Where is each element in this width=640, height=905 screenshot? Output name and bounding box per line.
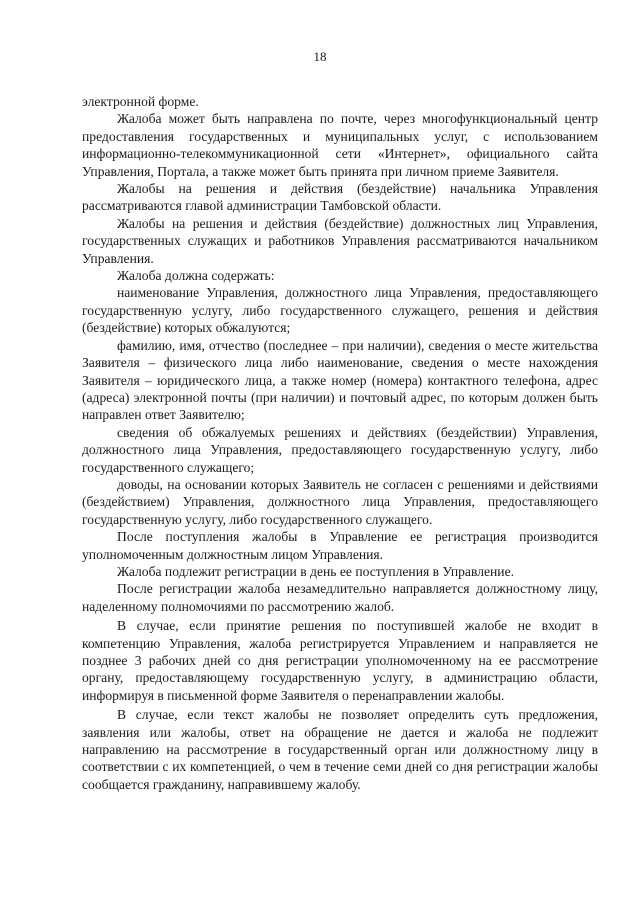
paragraph-item-arguments: доводы, на основании которых Заявитель не согласен с решениями и действиями (бездействием) Управления, должностного лица Управления, предоставляющего государственную услугу, либо государственного служащего. — [82, 476, 598, 527]
paragraph-item-appealed-decisions: сведения об обжалуемых решениях и действиях (бездействии) Управления, должностного лица Управления, предоставляющего государственную услугу, либо государственного служащего; — [82, 424, 598, 475]
document-body — [82, 93, 598, 793]
paragraph-continuation: электронной форме. — [82, 94, 199, 109]
paragraph-unclear-complaint: В случае, если текст жалобы не позволяет определить суть предложения, заявления или жалобы, ответ на обращение не дается и жалоба не подлежит направлению на рассмотрение в государственный орган или должностному лицу в соответствии с их компетенцией, о чем в течение семи дней со дня регистрации жалобы сообщается гражданину, направившему жалобу. — [82, 707, 598, 792]
paragraph-registration: После поступления жалобы в Управление ее регистрация производится уполномоченным должностным лицом Управления. — [82, 529, 598, 562]
paragraph-item-applicant-details: фамилию, имя, отчество (последнее – при наличии), сведения о месте жительства Заявителя – физического лица либо наименование, сведения о месте нахождения Заявителя – юридического лица, а также номер (номера) контактного телефона, адрес (адреса) электронной почты (при наличии) и почтовый адрес, по которым должен быть направлен ответ Заявителю; — [82, 337, 598, 423]
page-number: 18 — [313, 49, 327, 64]
paragraph-complaint-contents-intro: Жалоба должна содержать: — [117, 268, 275, 284]
paragraph-forwarding: После регистрации жалоба незамедлительно направляется должностному лицу, наделенному полномочиями по рассмотрению жалоб. — [82, 581, 598, 614]
paragraph-head-complaints: Жалобы на решения и действия (бездействие) начальника Управления рассматриваются главой администрации Тамбовской области. — [82, 181, 598, 214]
paragraph-item-name: наименование Управления, должностного лица Управления, предоставляющего государственную услугу, либо государственного служащего, решения и действия (бездействие) которых обжалуются; — [82, 285, 598, 336]
paragraph-registration-day: Жалоба подлежит регистрации в день ее поступления в Управление. — [117, 563, 515, 579]
paragraph-redirect: В случае, если принятие решения по поступившей жалобе не входит в компетенцию Управления, жалоба регистрируется Управлением и направляется не позднее 3 рабочих дней со дня регистрации уполномоченному на ее рассмотрение органу, предоставляющему государственную услугу, в администрацию области, информируя в письменной форме Заявителя о перенаправлении жалобы. — [82, 618, 598, 703]
paragraph-officials-complaints: Жалобы на решения и действия (бездействие) должностных лиц Управления, государственных служащих и работников Управления рассматриваются начальником Управления. — [82, 215, 598, 266]
paragraph-submission-channels: Жалоба может быть направлена по почте, через многофункциональный центр предоставления государственных и муниципальных услуг, с использованием информационно-телекоммуникационной сети «Интернет», официального сайта Управления, Портала, а также может быть принята при личном приеме Заявителя. — [82, 111, 598, 179]
